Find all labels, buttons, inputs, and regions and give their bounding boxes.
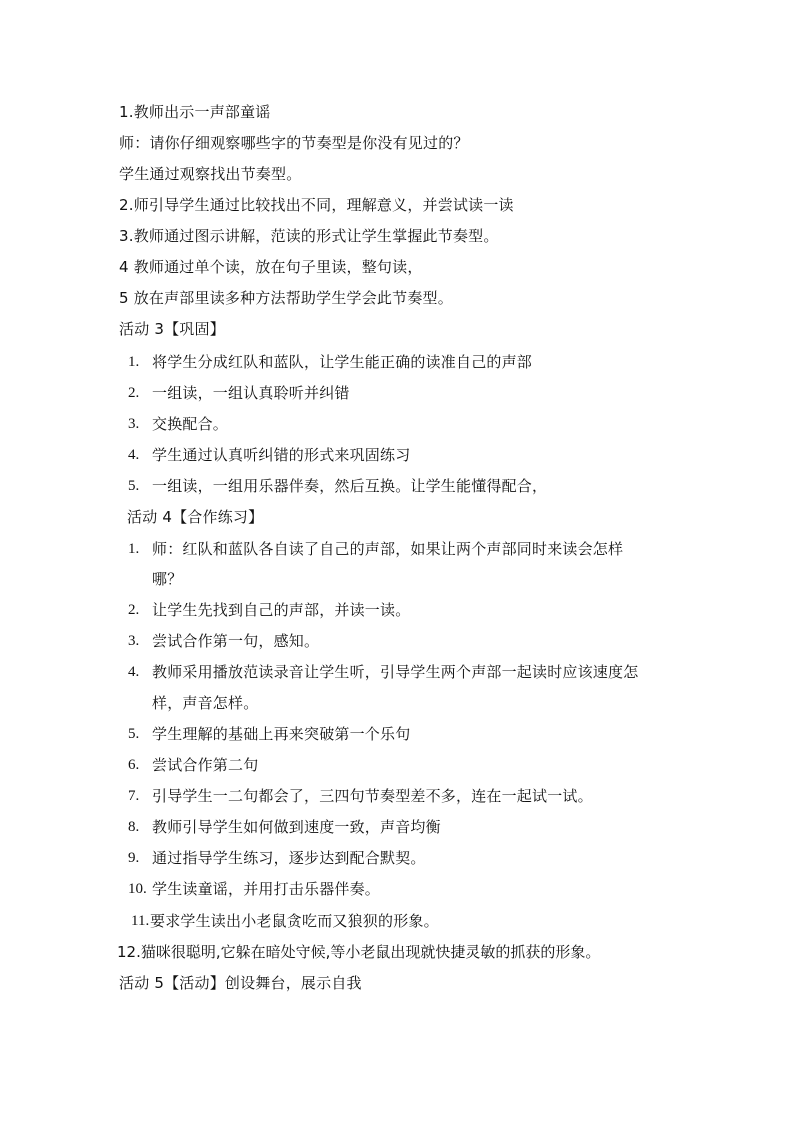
- list-item-number: 4.: [128, 447, 140, 463]
- list-item-text: 师：红队和蓝队各自读了自己的声部，如果让两个声部同时来读会怎样: [152, 540, 624, 558]
- list-item-text: 教师采用播放范读录音让学生听，引导学生两个声部一起读时应该速度怎: [152, 663, 639, 681]
- list-item-text: 尝试合作第二句: [152, 756, 259, 774]
- activity3-heading: 活动 3【巩固】: [119, 320, 225, 338]
- list-item-text: 一组读，一组认真聆听并纠错: [152, 384, 350, 402]
- list-item-text: 交换配合。: [152, 415, 229, 433]
- list-item-text: 学生理解的基础上再来突破第一个乐句: [152, 725, 411, 743]
- list-item-number: 1.: [128, 541, 140, 557]
- intro-paragraph-4: 2.师引导学生通过比较找出不同，理解意义，并尝试读一读: [119, 196, 514, 214]
- intro-paragraph-3: 学生通过观察找出节奏型。: [119, 165, 302, 183]
- list-item-text: 教师引导学生如何做到速度一致，声音均衡: [152, 818, 441, 836]
- intro-paragraph-1: 1.教师出示一声部童谣: [119, 103, 271, 121]
- list-item-text: 通过指导学生练习，逐步达到配合默契。: [152, 849, 426, 867]
- list-item-text: 学生读童谣，并用打击乐器伴奏。: [152, 880, 381, 898]
- list-item-text: 学生通过认真听纠错的形式来巩固练习: [152, 446, 411, 464]
- activity4-item-12: 12.猫咪很聪明,它躲在暗处守候,等小老鼠出现就快捷灵敏的抓获的形象。: [117, 943, 601, 961]
- activity4-heading: 活动 4【合作练习】: [127, 508, 264, 526]
- list-item-text: 一组读，一组用乐器伴奏，然后互换。让学生能懂得配合，: [152, 477, 548, 495]
- list-item-number: 10.: [128, 881, 147, 897]
- list-item-number: 8.: [128, 819, 140, 835]
- list-item-number: 1.: [128, 354, 140, 370]
- intro-paragraph-2: 师：请你仔细观察哪些字的节奏型是你没有见过的？: [119, 134, 469, 152]
- list-item-text: 让学生先找到自己的声部，并读一读。: [152, 601, 411, 619]
- list-item-text-continuation: 哪？: [152, 570, 183, 588]
- list-item-number: 4.: [128, 664, 140, 680]
- intro-paragraph-6: 4 教师通过单个读，放在句子里读，整句读，: [119, 258, 423, 276]
- list-item-text: 引导学生一二句都会了，三四句节奏型差不多，连在一起试一试。: [152, 787, 593, 805]
- list-item-number: 3.: [128, 416, 140, 432]
- list-item-number: 5.: [128, 726, 140, 742]
- list-item-number: 7.: [128, 788, 140, 804]
- activity5-heading: 活动 5【活动】创设舞台，展示自我: [119, 974, 362, 992]
- list-item-number: 9.: [128, 850, 140, 866]
- list-item-number: 5.: [128, 478, 140, 494]
- list-item-number: 2.: [128, 602, 140, 618]
- list-item-number: 11.: [131, 913, 150, 929]
- list-item-number: 2.: [128, 385, 140, 401]
- list-item-text-continuation: 样，声音怎样。: [152, 694, 259, 712]
- list-item-text: 将学生分成红队和蓝队，让学生能正确的读准自己的声部: [152, 353, 533, 371]
- list-item-number: 3.: [128, 633, 140, 649]
- intro-paragraph-5: 3.教师通过图示讲解，范读的形式让学生掌握此节奏型。: [119, 227, 499, 245]
- intro-paragraph-7: 5 放在声部里读多种方法帮助学生学会此节奏型。: [119, 289, 453, 307]
- list-item-number: 6.: [128, 757, 140, 773]
- list-item-text: 尝试合作第一句，感知。: [152, 632, 320, 650]
- list-item-text: 要求学生读出小老鼠贪吃而又狼狈的形象。: [150, 912, 439, 930]
